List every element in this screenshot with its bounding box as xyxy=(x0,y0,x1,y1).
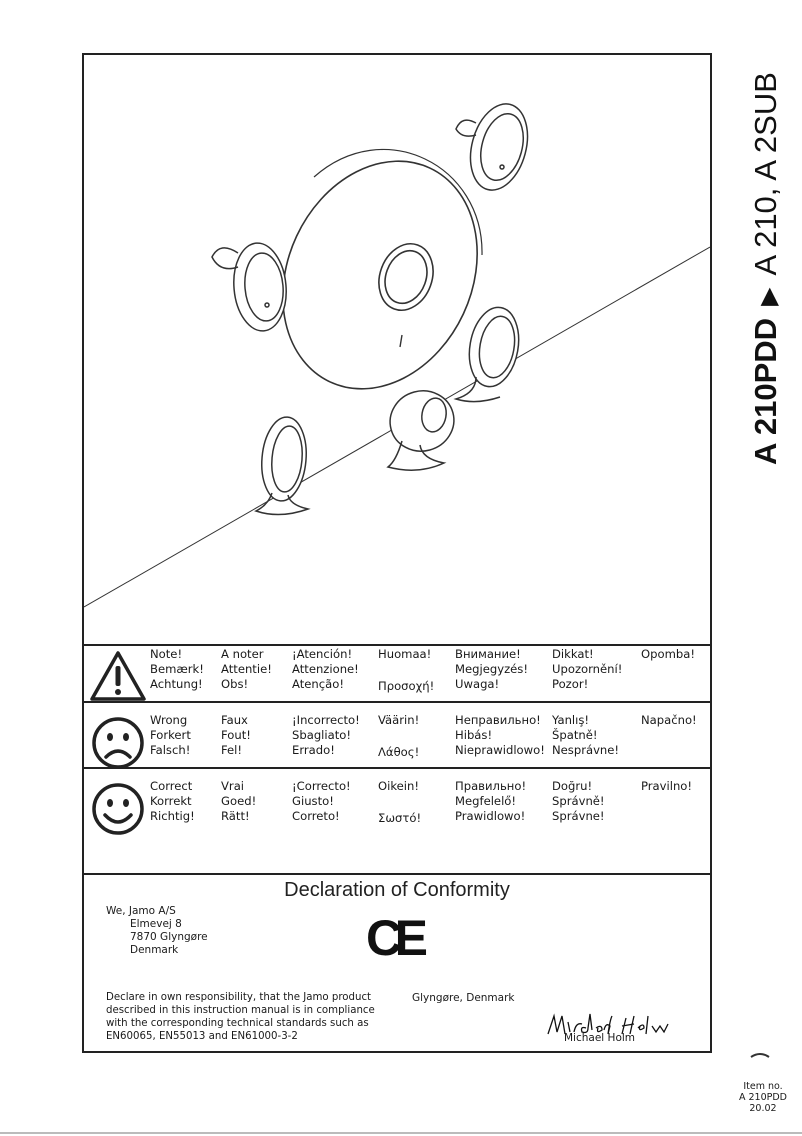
item-number: A 210PDD xyxy=(738,1092,787,1103)
correct-col-es-it-pt: ¡Correcto! Giusto! Correto! xyxy=(292,779,351,823)
declaration-statement xyxy=(106,991,396,1043)
wrong-col-fi-el: Väärin! Λάθος! xyxy=(378,713,420,759)
note-col-es-it-pt: ¡Atención! Attenzione! Atenção! xyxy=(292,647,359,691)
wrong-col-tr-cs-sk: Yanlış! Špatně! Nesprávne! xyxy=(552,713,620,757)
signer-name: Michael Holm xyxy=(564,1032,636,1044)
note-col-en-da-de: Note! Bemærk! Achtung! xyxy=(150,647,204,691)
wall-speaker-left xyxy=(212,241,290,333)
manual-page-frame xyxy=(82,53,712,1053)
correct-col-sl: Pravilno! xyxy=(641,779,693,793)
address-line: Elmevej 8 xyxy=(130,918,182,930)
warning-triangle-icon xyxy=(90,647,146,707)
ce-mark-icon xyxy=(366,911,432,963)
wrong-col-fr-nl-sv: Faux Fout! Fel! xyxy=(221,713,251,757)
company-address xyxy=(106,905,208,957)
wrong-col-en-da-de: Wrong Forkert Falsch! xyxy=(150,713,191,757)
divider-declaration xyxy=(84,873,710,875)
item-date: 20.02 xyxy=(749,1103,777,1114)
note-col-sl: Opomba! xyxy=(641,647,695,661)
correct-col-en-da-de: Correct Korrekt Richtig! xyxy=(150,779,195,823)
correct-col-fr-nl-sv: Vrai Goed! Rätt! xyxy=(221,779,257,823)
address-line: 7870 Glyngøre xyxy=(130,931,208,943)
statement-line: EN60065, EN55013 and EN61000-3-2 xyxy=(106,1031,298,1042)
wall-speaker-top xyxy=(456,98,536,197)
arrow-right-icon: ▶ xyxy=(755,287,782,306)
declaration-place: Glyngøre, Denmark xyxy=(412,992,515,1004)
stand-speaker-left xyxy=(256,415,310,514)
divider-wrong-correct xyxy=(84,767,710,769)
address-line: We, Jamo A/S xyxy=(106,905,176,917)
correct-col-tr-cs-sk: Doğru! Správně! Správne! xyxy=(552,779,605,823)
svg-text:CE: CE xyxy=(366,911,428,963)
divider-top xyxy=(84,644,710,646)
correct-row xyxy=(84,779,710,843)
statement-line: described in this instruction manual is in compliance xyxy=(106,1005,375,1016)
note-col-ru-hu-pl: Внимание! Megjegyzés! Uwaga! xyxy=(455,647,528,691)
correct-col-ru-hu-pl: Правильно! Megfelelő! Prawidlowo! xyxy=(455,779,527,823)
bottom-edge xyxy=(0,1132,802,1134)
declaration-title: Declaration of Conformity xyxy=(284,879,510,901)
sad-face-icon xyxy=(90,713,146,773)
model-main: A 210PDD xyxy=(748,317,783,465)
note-col-tr-cs-sk: Dikkat! Upozornění! Pozor! xyxy=(552,647,623,691)
wrong-col-es-it-pt: ¡Incorrecto! Sbagliato! Errado! xyxy=(292,713,360,757)
wrong-col-ru-hu-pl: Неправильно! Hibás! Nieprawidlowo! xyxy=(455,713,545,757)
item-number-block xyxy=(730,1081,796,1114)
model-variants: A 210, A 2SUB xyxy=(748,72,783,276)
divider-note-wrong xyxy=(84,701,710,703)
wrong-col-sl: Napačno! xyxy=(641,713,697,727)
note-col-fi-el: Huomaa! Προσοχή! xyxy=(378,647,435,693)
speaker-illustration xyxy=(84,55,710,645)
correct-col-fi-el: Oikein! Σωστό! xyxy=(378,779,422,825)
statement-line: with the corresponding technical standards such as xyxy=(106,1018,369,1029)
smiley-face-icon xyxy=(90,779,146,839)
statement-line: Declare in own responsibility, that the Jamo product xyxy=(106,992,372,1003)
note-col-fr-nl-sv: A noter Attentie! Obs! xyxy=(221,647,272,691)
model-side-title xyxy=(746,45,786,465)
address-line: Denmark xyxy=(130,944,179,956)
margin-mark-icon xyxy=(750,1052,770,1058)
item-label: Item no. xyxy=(743,1081,783,1092)
